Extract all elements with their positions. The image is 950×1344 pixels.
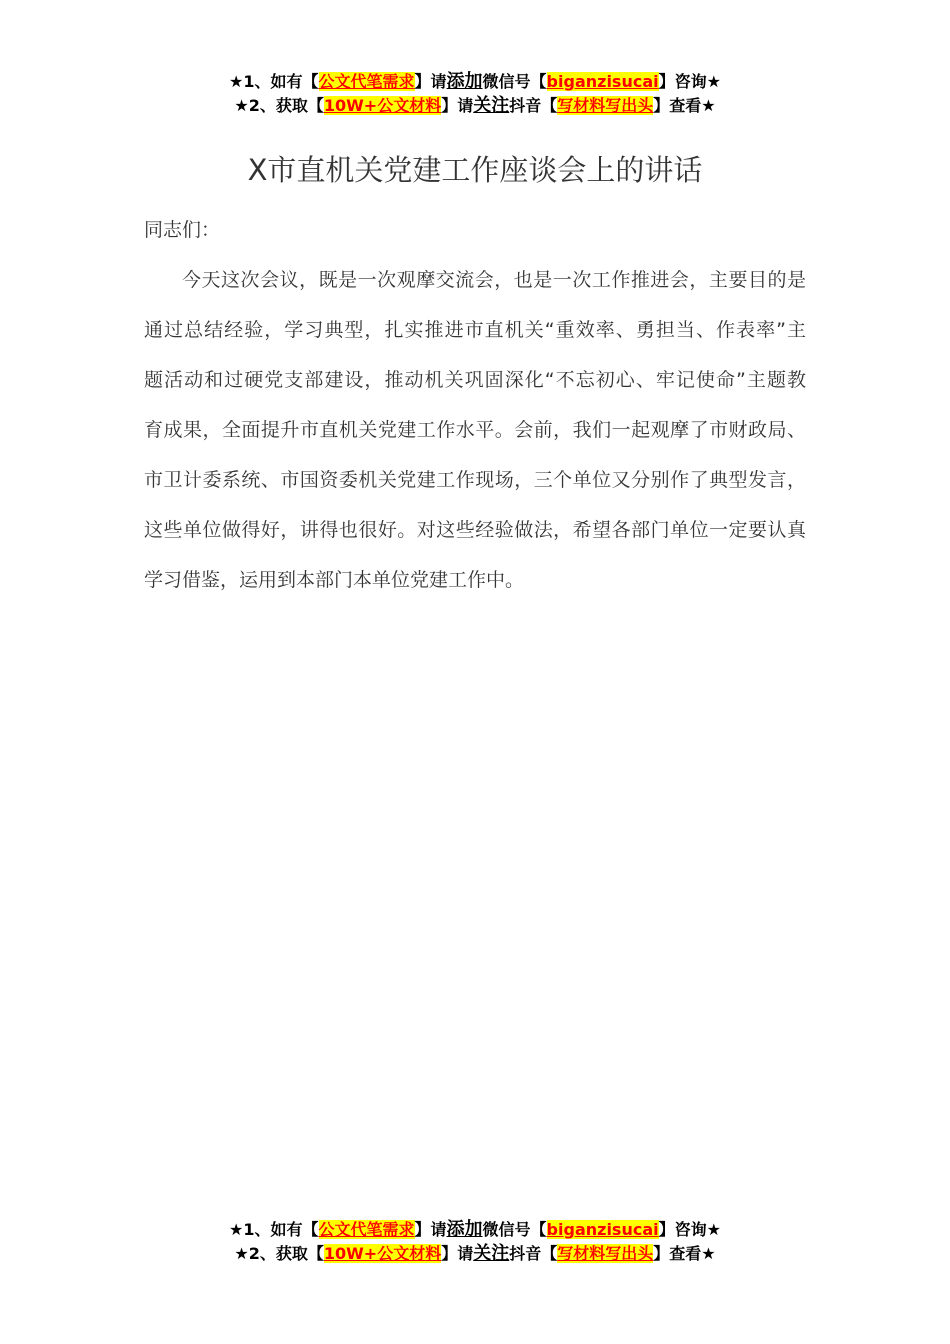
promo-text: 微信号【 bbox=[482, 1220, 547, 1239]
promo-line-2 bbox=[0, 1242, 950, 1266]
promo-highlight: 公文代笔需求 bbox=[318, 72, 415, 91]
paragraph-line: 今天这次会议，既是一次观摩交流会，也是一次工作推进会，主要目的是 bbox=[182, 269, 806, 291]
promo-wechat-id: biganzisucai bbox=[546, 72, 659, 91]
promo-highlight: 10W+公文材料 bbox=[323, 1244, 442, 1263]
promo-text: ★2、获取【 bbox=[234, 1244, 324, 1263]
promo-line-1 bbox=[0, 1218, 950, 1242]
paragraph-line: 这些单位做得好，讲得也很好。对这些经验做法，希望各部门单位一定要认真 bbox=[144, 519, 806, 541]
promo-text: 】请 bbox=[441, 1244, 474, 1263]
promo-douyin-name: 写材料写出头 bbox=[557, 1244, 654, 1263]
promo-text: ★1、如有【 bbox=[229, 72, 319, 91]
document-title: X市直机关党建工作座谈会上的讲话 bbox=[247, 153, 703, 187]
promo-emphasis: 关注 bbox=[473, 1243, 510, 1264]
promo-douyin-name: 写材料写出头 bbox=[557, 96, 654, 115]
promo-text: 】请 bbox=[414, 72, 447, 91]
promo-text: 】查看★ bbox=[653, 96, 716, 115]
promo-text: 】请 bbox=[414, 1220, 447, 1239]
promo-highlight: 公文代笔需求 bbox=[318, 1220, 415, 1239]
promo-line-1 bbox=[0, 70, 950, 94]
promo-highlight: 10W+公文材料 bbox=[323, 96, 442, 115]
paragraph-line: 题活动和过硬党支部建设，推动机关巩固深化“不忘初心、牢记使命”主题教 bbox=[144, 369, 806, 391]
promo-text: ★2、获取【 bbox=[234, 96, 324, 115]
promo-text: ★1、如有【 bbox=[229, 1220, 319, 1239]
promo-text: 】咨询★ bbox=[658, 1220, 721, 1239]
promo-emphasis: 添加 bbox=[446, 71, 483, 92]
promo-text: 抖音【 bbox=[509, 1244, 558, 1263]
salutation: 同志们： bbox=[144, 219, 221, 241]
paragraph-line: 学习借鉴，运用到本部门本单位党建工作中。 bbox=[144, 569, 525, 591]
paragraph-line: 市卫计委系统、市国资委机关党建工作现场，三个单位又分别作了典型发言， bbox=[144, 469, 806, 491]
promo-footer bbox=[0, 1218, 950, 1266]
paragraph-line: 通过总结经验，学习典型，扎实推进市直机关“重效率、勇担当、作表率”主 bbox=[144, 319, 806, 341]
paragraph-line: 育成果，全面提升市直机关党建工作水平。会前，我们一起观摩了市财政局、 bbox=[144, 419, 806, 441]
promo-emphasis: 添加 bbox=[446, 1219, 483, 1240]
promo-header bbox=[0, 70, 950, 118]
promo-text: 】咨询★ bbox=[658, 72, 721, 91]
promo-text: 】查看★ bbox=[653, 1244, 716, 1263]
promo-emphasis: 关注 bbox=[473, 95, 510, 116]
promo-text: 微信号【 bbox=[482, 72, 547, 91]
promo-line-2 bbox=[0, 94, 950, 118]
body-paragraph bbox=[144, 255, 806, 605]
promo-text: 抖音【 bbox=[509, 96, 558, 115]
promo-wechat-id: biganzisucai bbox=[546, 1220, 659, 1239]
promo-text: 】请 bbox=[441, 96, 474, 115]
